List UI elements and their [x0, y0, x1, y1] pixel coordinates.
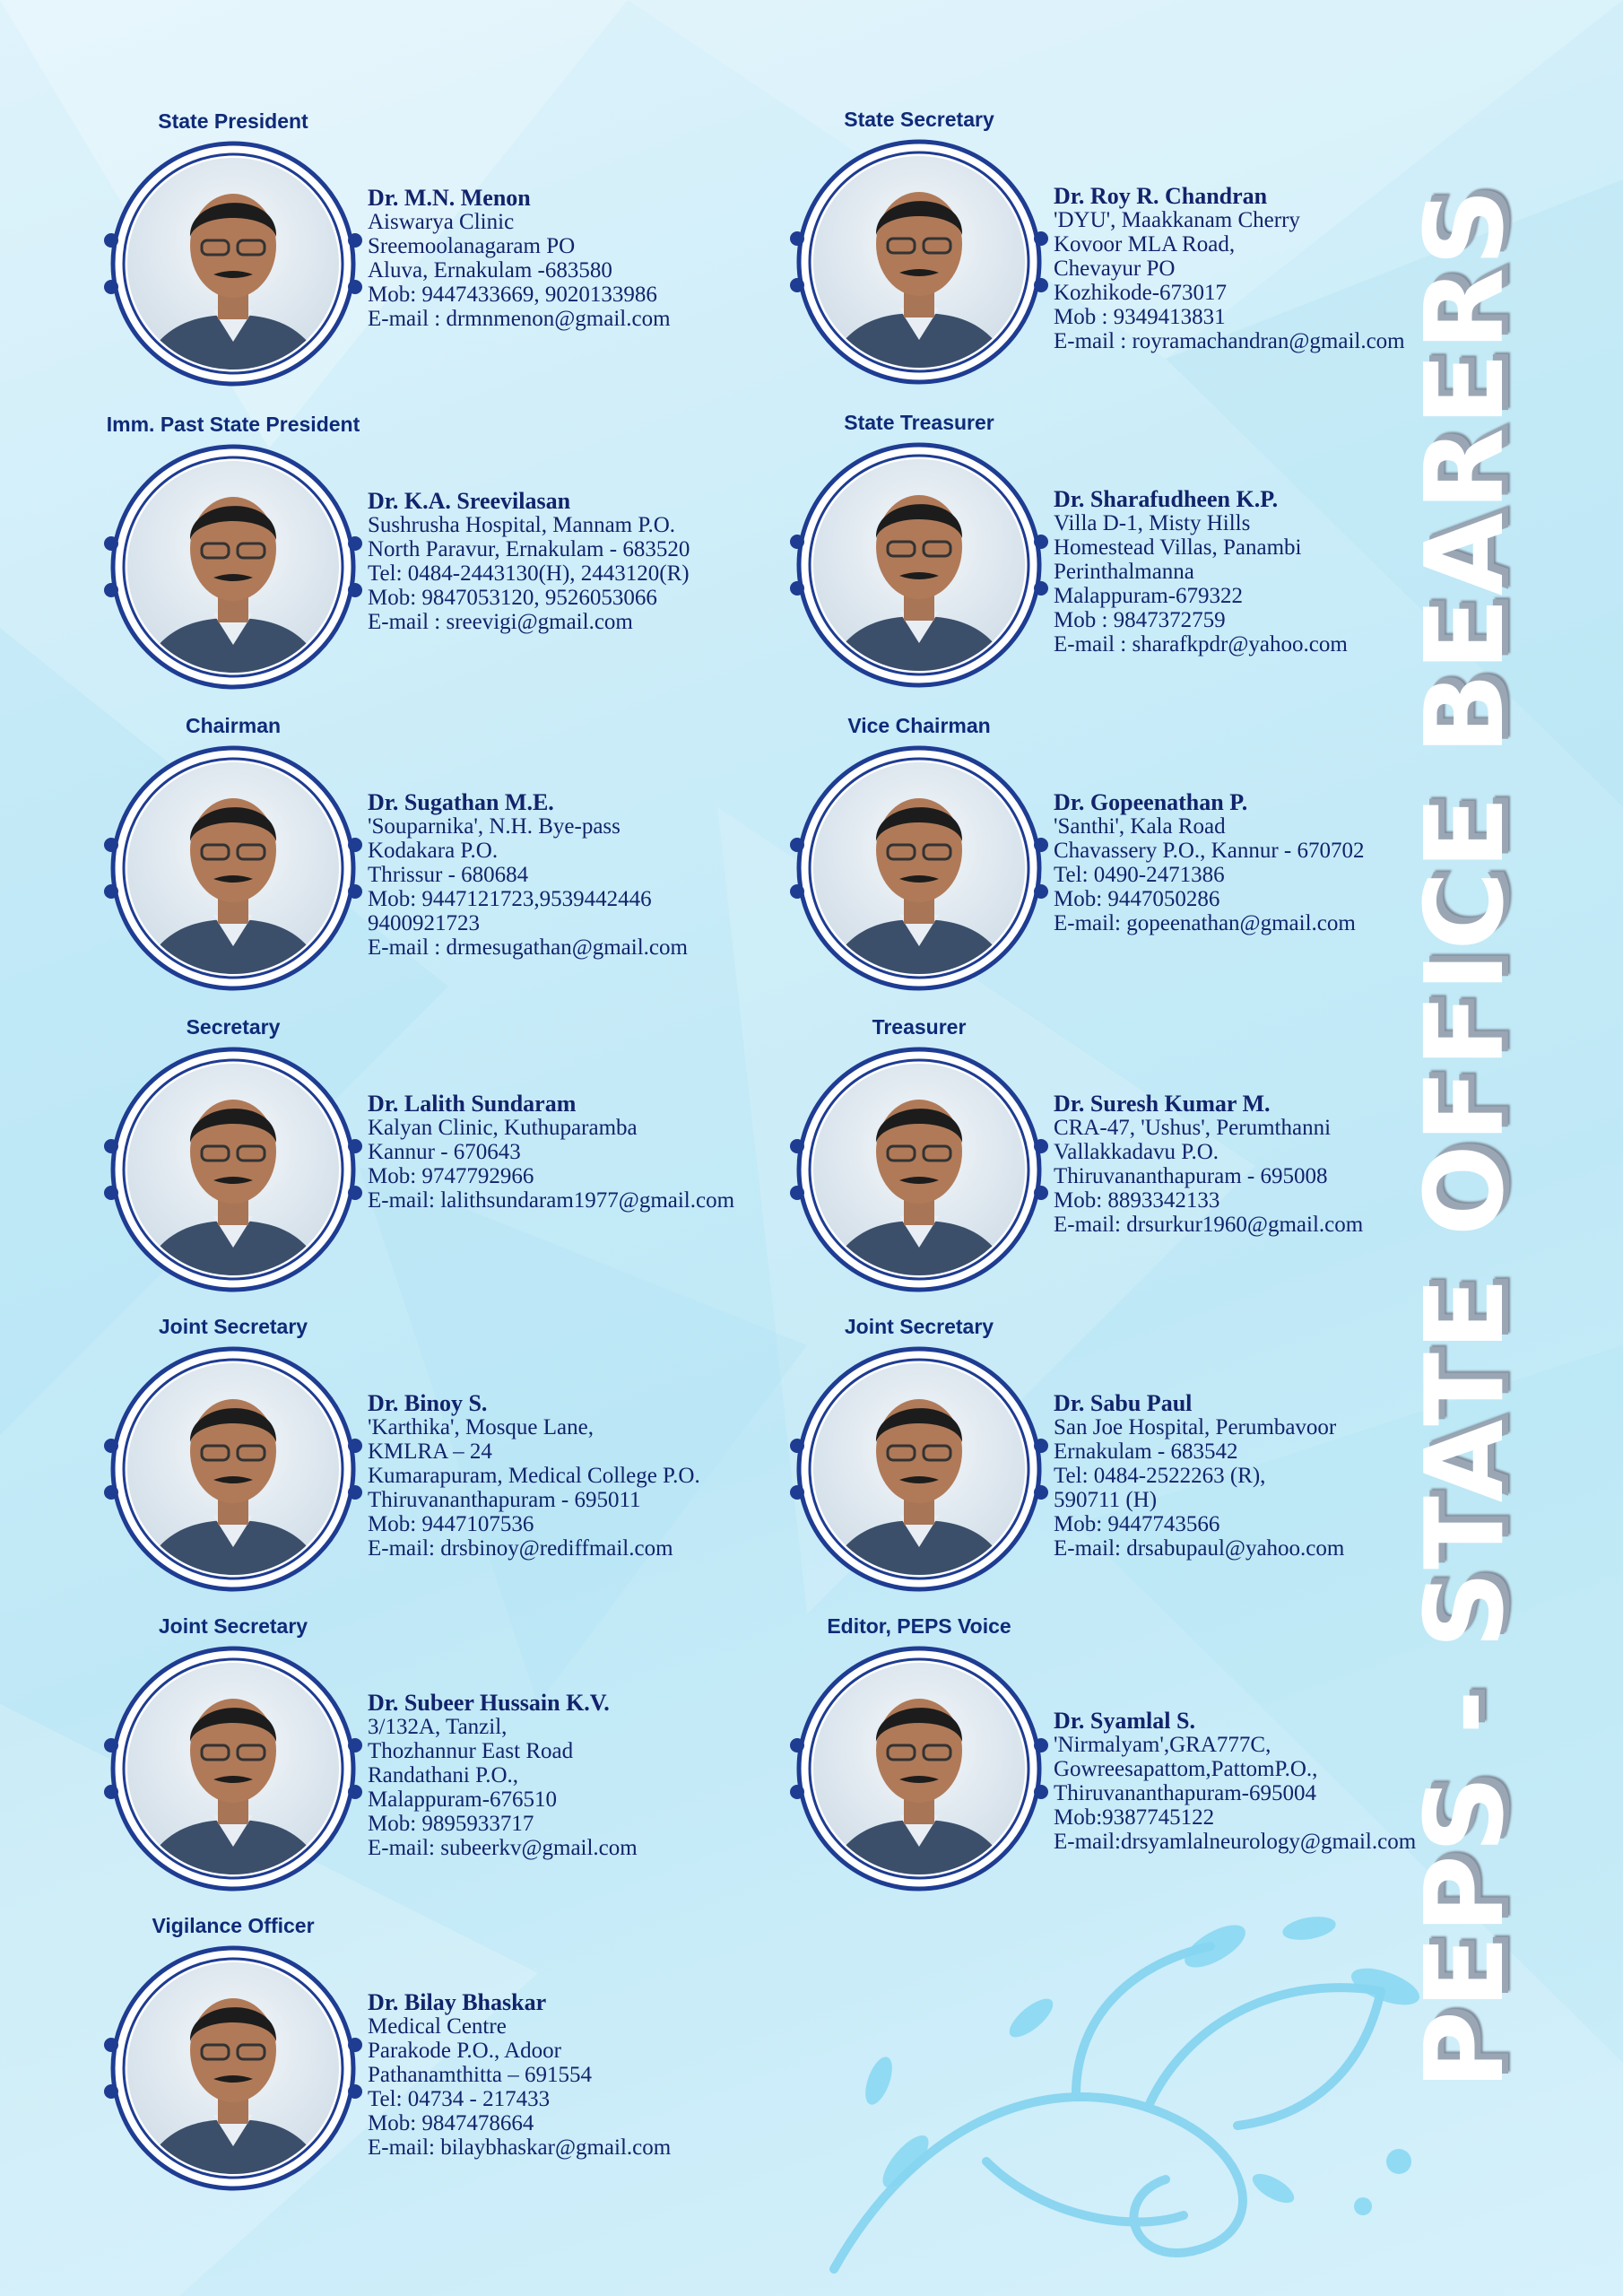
member-photo — [99, 1046, 368, 1293]
member-card — [785, 1015, 1520, 1293]
member-address-line: Chevayur PO — [1054, 257, 1176, 281]
member-photo — [99, 1944, 368, 2192]
member-address-line: Randathani P.O., — [368, 1763, 519, 1787]
member-role: State Secretary — [844, 108, 994, 131]
member-role: State President — [158, 109, 308, 133]
member-email: E-mail : royramachandran@gmail.com — [1054, 329, 1405, 353]
member-address-line: Vallakkadavu P.O. — [1054, 1140, 1219, 1164]
member-role: Vice Chairman — [847, 714, 991, 737]
member-mobile: Mob : 9349413831 — [1054, 305, 1226, 329]
member-address-line: Thrissur - 680684 — [368, 863, 529, 887]
member-address-line: Sreemoolanagaram PO — [368, 234, 576, 258]
member-role: Joint Secretary — [844, 1315, 994, 1338]
member-contact — [368, 1091, 734, 1213]
member-name: Dr. K.A. Sreevilasan — [368, 488, 571, 514]
member-role: Joint Secretary — [158, 1315, 308, 1338]
member-phone: Tel: 0484-2522263 (R), — [1054, 1464, 1266, 1488]
member-contact — [1054, 1391, 1344, 1561]
member-role: Vigilance Officer — [152, 1914, 315, 1937]
member-contact — [1054, 487, 1348, 657]
member-name: Dr. Subeer Hussain K.V. — [368, 1690, 610, 1716]
member-role: Chairman — [185, 714, 282, 737]
member-photo — [99, 744, 368, 992]
member-address-line: Kumarapuram, Medical College P.O. — [368, 1464, 700, 1488]
member-mobile: Mob: 9847053120, 9526053066 — [368, 586, 657, 610]
member-name: Dr. Lalith Sundaram — [368, 1091, 577, 1117]
member-card — [99, 1015, 834, 1293]
member-address-line: 'Santhi', Kala Road — [1054, 814, 1226, 839]
member-phone: Tel: 04734 - 217433 — [368, 2087, 551, 2111]
member-address-line: 'Karthika', Mosque Lane, — [368, 1415, 594, 1439]
member-role: State Treasurer — [844, 411, 994, 434]
member-card — [785, 1315, 1520, 1593]
member-mobile: Mob: 9747792966 — [368, 1164, 534, 1188]
member-photo — [785, 138, 1054, 386]
member-card — [785, 1614, 1520, 1892]
member-mobile: Mob: 8893342133 — [1054, 1188, 1220, 1213]
member-name: Dr. Gopeenathan P. — [1054, 789, 1248, 815]
member-address-line: Thiruvananthapuram - 695008 — [1054, 1164, 1328, 1188]
member-address-line: Thiruvananthapuram-695004 — [1054, 1781, 1316, 1805]
member-contact — [368, 489, 690, 634]
member-mobile: Mob: 9447743566 — [1054, 1512, 1220, 1536]
member-card — [785, 714, 1520, 992]
member-contact — [1054, 790, 1364, 935]
member-phone: Tel: 0490-2471386 — [1054, 863, 1225, 887]
member-card — [99, 1614, 834, 1892]
member-address-line: Aluva, Ernakulam -683580 — [368, 258, 612, 283]
member-mobile: Mob : 9847372759 — [1054, 608, 1226, 632]
member-address-line: Malappuram-676510 — [368, 1787, 558, 1812]
member-mobile: Mob:9387745122 — [1054, 1805, 1215, 1830]
member-mobile: Mob: 9447050286 — [1054, 887, 1220, 911]
member-role: Secretary — [186, 1015, 281, 1039]
member-phone: Tel: 0484-2443130(H), 2443120(R) — [368, 561, 690, 586]
member-mobile: Mob: 9895933717 — [368, 1812, 534, 1836]
member-address-line: Sushrusha Hospital, Mannam P.O. — [368, 513, 676, 537]
member-contact — [1054, 1709, 1416, 1854]
member-photo — [99, 443, 368, 691]
member-address-line: Pathanamthitta – 691554 — [368, 2063, 592, 2087]
member-email: E-mail : sharafkpdr@yahoo.com — [1054, 632, 1348, 657]
member-contact — [368, 186, 671, 331]
member-email: E-mail : drmnmenon@gmail.com — [368, 307, 671, 331]
member-name: Dr. Binoy S. — [368, 1390, 488, 1416]
member-photo — [99, 1345, 368, 1593]
member-contact — [368, 1691, 638, 1860]
member-contact — [1054, 184, 1405, 353]
member-address-line: Kovoor MLA Road, — [1054, 232, 1236, 257]
member-name: Dr. M.N. Menon — [368, 185, 531, 211]
member-address-line: Medical Centre — [368, 2014, 507, 2039]
member-address-line: 9400921723 — [368, 911, 480, 935]
member-address-line: 'Nirmalyam',GRA777C, — [1054, 1733, 1271, 1757]
member-email: E-mail: gopeenathan@gmail.com — [1054, 911, 1356, 935]
member-mobile: Mob: 9847478664 — [368, 2111, 534, 2135]
member-address-line: Chavassery P.O., Kannur - 670702 — [1054, 839, 1365, 863]
member-email: E-mail : drmesugathan@gmail.com — [368, 935, 688, 960]
member-email: E-mail: bilaybhaskar@gmail.com — [368, 2135, 672, 2160]
member-photo — [785, 1046, 1054, 1293]
member-address-line: Ernakulam - 683542 — [1054, 1439, 1238, 1464]
member-name: Dr. Sharafudheen K.P. — [1054, 486, 1279, 512]
member-card — [99, 714, 834, 992]
member-address-line: Kannur - 670643 — [368, 1140, 521, 1164]
member-address-line: Perinthalmanna — [1054, 560, 1194, 584]
member-name: Dr. Syamlal S. — [1054, 1708, 1195, 1734]
member-photo — [785, 1345, 1054, 1593]
member-card — [99, 1914, 834, 2192]
member-address-line: 'Souparnika', N.H. Bye-pass — [368, 814, 621, 839]
member-contact — [368, 1990, 671, 2160]
member-name: Dr. Suresh Kumar M. — [1054, 1091, 1271, 1117]
member-role: Imm. Past State President — [106, 413, 360, 436]
member-name: Dr. Roy R. Chandran — [1054, 183, 1268, 209]
member-address-line: North Paravur, Ernakulam - 683520 — [368, 537, 690, 561]
member-address-line: Thozhannur East Road — [368, 1739, 574, 1763]
member-contact — [1054, 1091, 1363, 1237]
member-card — [99, 1315, 834, 1593]
member-address-line: CRA-47, 'Ushus', Perumthanni — [1054, 1116, 1332, 1140]
member-email: E-mail: drsbinoy@rediffmail.com — [368, 1536, 673, 1561]
member-card — [785, 108, 1520, 386]
member-address-line: Aiswarya Clinic — [368, 210, 515, 234]
member-name: Dr. Bilay Bhaskar — [368, 1989, 547, 2015]
member-email: E-mail: drsabupaul@yahoo.com — [1054, 1536, 1345, 1561]
member-address-line: Kozhikode-673017 — [1054, 281, 1228, 305]
member-photo — [785, 744, 1054, 992]
member-contact — [368, 1391, 700, 1561]
member-photo — [99, 1645, 368, 1892]
member-contact — [368, 790, 688, 960]
member-address-line: Homestead Villas, Panambi — [1054, 535, 1302, 560]
member-email: E-mail : sreevigi@gmail.com — [368, 610, 633, 634]
member-address-line: 3/132A, Tanzil, — [368, 1715, 508, 1739]
page-title: PEPS - STATE OFFICE BEARERS — [1403, 187, 1528, 2090]
member-address-line: KMLRA – 24 — [368, 1439, 492, 1464]
member-email: E-mail:drsyamlalneurology@gmail.com — [1054, 1830, 1417, 1854]
decorative-swirl — [807, 1892, 1453, 2296]
member-role: Joint Secretary — [158, 1614, 308, 1638]
member-address-line: Villa D-1, Misty Hills — [1054, 511, 1251, 535]
member-email: E-mail: drsurkur1960@gmail.com — [1054, 1213, 1364, 1237]
member-name: Dr. Sabu Paul — [1054, 1390, 1193, 1416]
member-mobile: Mob: 9447433669, 9020133986 — [368, 283, 657, 307]
member-address-line: 'DYU', Maakkanam Cherry — [1054, 208, 1300, 232]
member-role: Editor, PEPS Voice — [827, 1614, 1011, 1638]
member-email: E-mail: subeerkv@gmail.com — [368, 1836, 638, 1860]
member-address-line: Kalyan Clinic, Kuthuparamba — [368, 1116, 638, 1140]
member-address-line: 590711 (H) — [1054, 1488, 1158, 1512]
member-email: E-mail: lalithsundaram1977@gmail.com — [368, 1188, 735, 1213]
member-card — [99, 109, 834, 387]
member-card — [99, 413, 834, 691]
member-address-line: Thiruvananthapuram - 695011 — [368, 1488, 641, 1512]
member-photo — [785, 1645, 1054, 1892]
member-address-line: San Joe Hospital, Perumbavoor — [1054, 1415, 1337, 1439]
member-address-line: Parakode P.O., Adoor — [368, 2039, 561, 2063]
member-mobile: Mob: 9447107536 — [368, 1512, 534, 1536]
member-address-line: Gowreesapattom,PattomP.O., — [1054, 1757, 1318, 1781]
member-address-line: Malappuram-679322 — [1054, 584, 1244, 608]
member-name: Dr. Sugathan M.E. — [368, 789, 554, 815]
member-photo — [785, 441, 1054, 689]
member-mobile: Mob: 9447121723,9539442446 — [368, 887, 652, 911]
member-card — [785, 411, 1520, 689]
member-address-line: Kodakara P.O. — [368, 839, 499, 863]
member-photo — [99, 140, 368, 387]
member-role: Treasurer — [872, 1015, 967, 1039]
